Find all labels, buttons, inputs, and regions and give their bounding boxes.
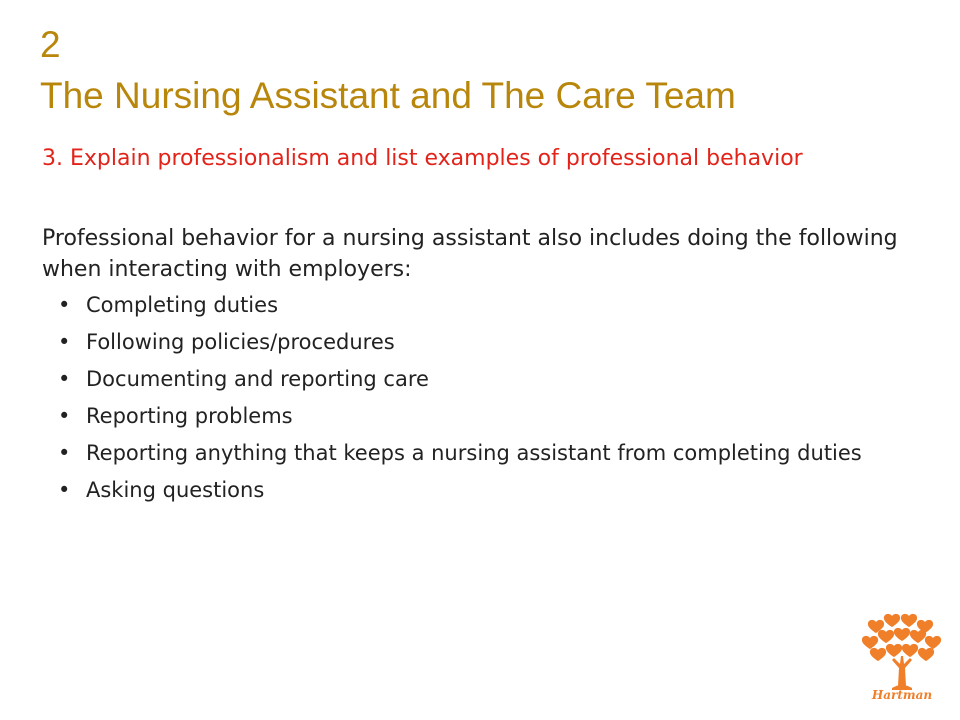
bullet-item: • Asking questions [42, 475, 902, 506]
bullet-item: • Completing duties [42, 290, 902, 321]
bullet-list [42, 290, 902, 506]
bullet-item: • Documenting and reporting care [42, 364, 902, 395]
hartman-wordmark: Hartman [871, 688, 933, 702]
bullet-item: • Reporting anything that keeps a nursing assistant from completing duties [42, 438, 902, 469]
bullet-item: • Following policies/procedures [42, 327, 902, 358]
chapter-number: 2 [40, 24, 61, 65]
intro-text: Professional behavior for a nursing assistant also includes doing the following when interacting with employers: [42, 226, 898, 282]
objective-heading: 3. Explain professionalism and list examples of professional behavior [42, 146, 803, 171]
chapter-title: The Nursing Assistant and The Care Team [40, 75, 736, 116]
bullet-item: • Reporting problems [42, 401, 902, 432]
